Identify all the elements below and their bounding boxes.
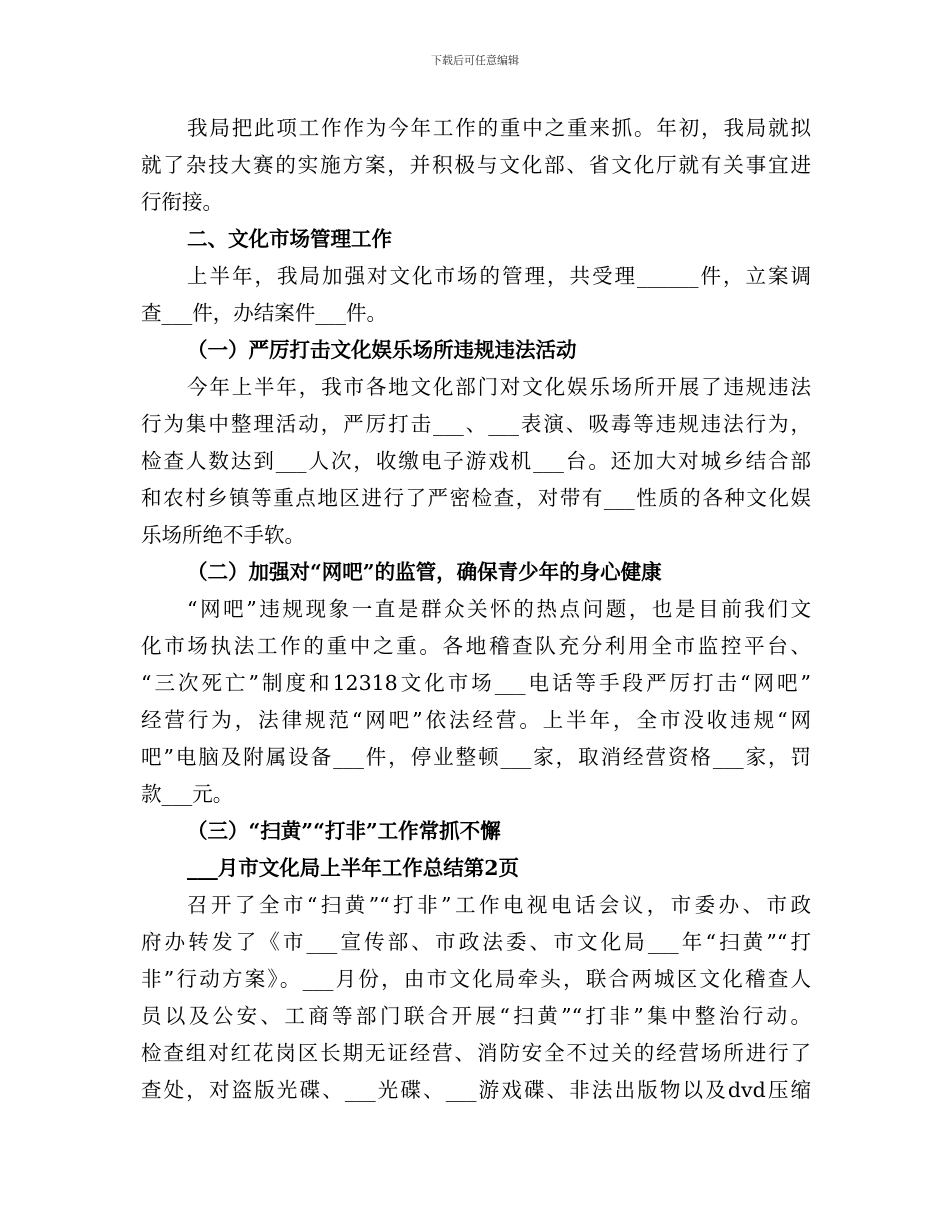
- document-body: [141, 110, 811, 1109]
- page-header: 下载后可任意编辑: [431, 54, 519, 67]
- paragraph-line: 款___元。: [141, 782, 234, 806]
- paragraph-line: 乐场所绝不手软。: [141, 523, 305, 547]
- paragraph-line: 行衔接。: [141, 190, 223, 214]
- section-heading: 二、文化市场管理工作: [187, 227, 392, 251]
- subsection-heading: （一）严厉打击文化娱乐场所违规违法活动: [187, 338, 577, 362]
- paragraph-line: 员以及公安、工商等部门联合开展“扫黄”“打非”集中整治行动。: [141, 1004, 811, 1028]
- paragraph-line: 化市场执法工作的重中之重。各地稽查队充分利用全市监控平台、: [141, 634, 811, 658]
- paragraph-line: 非”行动方案》。___月份，由市文化局牵头，联合两城区文化稽查人: [141, 967, 811, 991]
- paragraph-line: 上半年，我局加强对文化市场的管理，共受理______件，立案调: [187, 264, 811, 288]
- paragraph-line: 府办转发了《市___宣传部、市政法委、市文化局___年“扫黄”“打: [141, 930, 811, 954]
- paragraph-line: 检查人数达到___人次，收缴电子游戏机___台。还加大对城乡结合部: [141, 449, 811, 473]
- paragraph-line: 和农村乡镇等重点地区进行了严密检查，对带有___性质的各种文化娱: [141, 486, 811, 510]
- paragraph-line: “网吧”违规现象一直是群众关怀的热点问题，也是目前我们文: [187, 597, 811, 621]
- subsection-heading: （三）“扫黄”“打非”工作常抓不懈: [187, 819, 501, 843]
- paragraph-line: 就了杂技大赛的实施方案，并积极与文化部、省文化厅就有关事宜进: [141, 153, 811, 177]
- paragraph-line: 吧”电脑及附属设备___件，停业整顿___家，取消经营资格___家，罚: [141, 745, 811, 769]
- paragraph-line: 我局把此项工作作为今年工作的重中之重来抓。年初，我局就拟: [187, 116, 811, 140]
- paragraph-line: 今年上半年，我市各地文化部门对文化娱乐场所开展了违规违法: [187, 375, 811, 399]
- paragraph-line: 检查组对红花岗区长期无证经营、消防安全不过关的经营场所进行了: [141, 1041, 811, 1065]
- paragraph-line: “三次死亡”制度和12318文化市场___电话等手段严厉打击“网吧”: [141, 671, 811, 695]
- paragraph-line: 行为集中整理活动，严厉打击___、___表演、吸毒等违规违法行为，: [141, 412, 811, 436]
- subsection-heading: （二）加强对“网吧”的监管，确保青少年的身心健康: [187, 560, 662, 584]
- paragraph-line: 经营行为，法律规范“网吧”依法经营。上半年，全市没收违规“网: [141, 708, 811, 732]
- paragraph-line: 查___件，办结案件___件。: [141, 301, 387, 325]
- paragraph-line: 召开了全市“扫黄”“打非”工作电视电话会议，市委办、市政: [187, 893, 811, 917]
- page-title-line: ___月市文化局上半年工作总结第2页: [187, 856, 520, 880]
- paragraph-line: 查处，对盗版光碟、___光碟、___游戏碟、非法出版物以及dvd压缩: [141, 1078, 811, 1102]
